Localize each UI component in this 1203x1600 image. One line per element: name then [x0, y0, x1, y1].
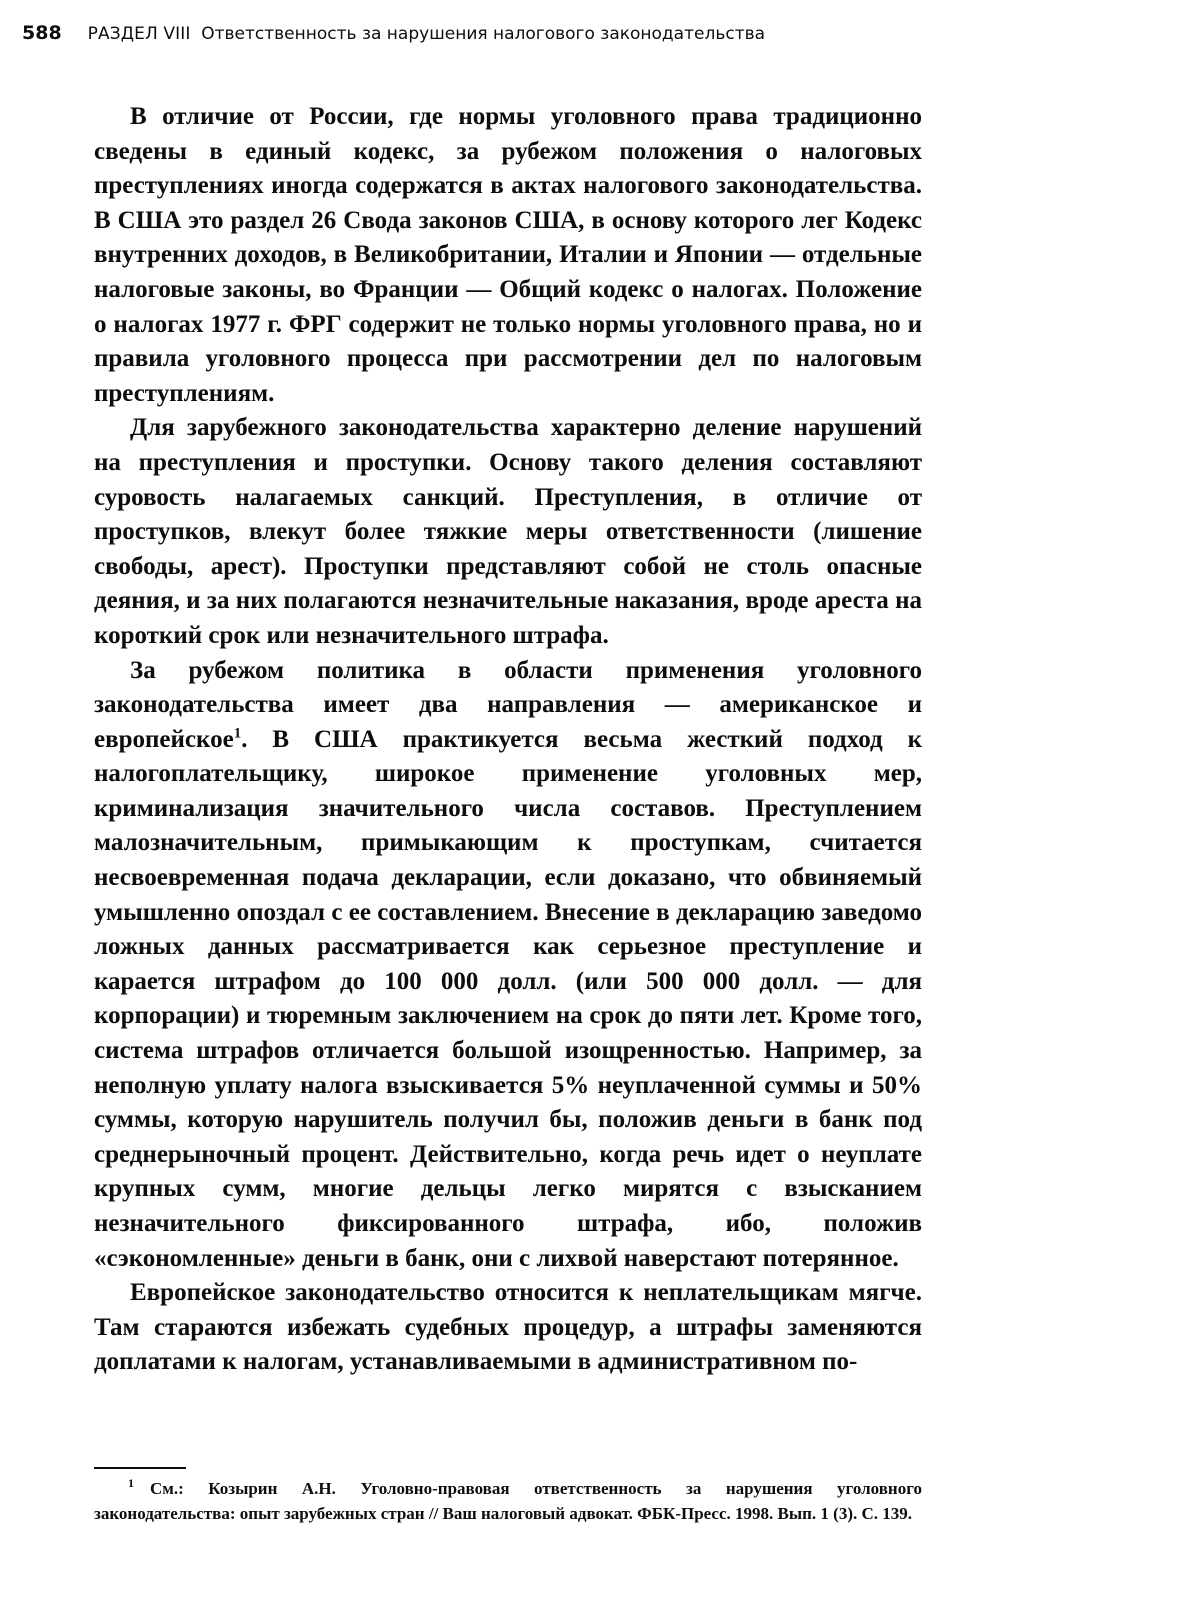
page-number: 588 [22, 22, 62, 44]
paragraph-3-text-start: За рубежом политика в области применения уголовного законодательства имеет два направления — американское и европейское [94, 656, 922, 753]
footnote-mark: 1 [128, 1476, 134, 1491]
paragraph-3-text-end: . В США практикуется весьма жесткий подход к налогоплательщику, широкое применение уголовных мер, криминализация значительного числа составов. Преступлением малозначительным, примыкающим к проступкам, считается несвоевременная подача декларации, если доказано, что обвиняемый умышленно опоздал с ее составлением. Внесение в декларацию заведомо ложных данных рассматривается как серьезное преступление и карается штрафом до 100 000 долл. (или 500 000 долл. — для корпорации) и тюремным заключением на срок до пяти лет. Кроме того, система штрафов отличается большой изощренностью. Например, за неполную уплату налога взыскивается 5% неуплаченной суммы и 50% суммы, которую нарушитель получил бы, положив деньги в банк под среднерыночный процент. Действительно, когда речь идет о неуплате крупных сумм, многие дельцы легко мирятся с взысканием незначительного фиксированного штрафа, ибо, положив «сэкономленные» деньги в банк, они с лихвой наверстают потерянное. [94, 725, 922, 1272]
paragraph-3 [94, 654, 922, 1277]
main-text [94, 100, 922, 1380]
running-header [22, 16, 1022, 50]
footnote [94, 1476, 922, 1526]
footnote-reference: 1 [233, 725, 242, 742]
header-section-title: Ответственность за нарушения налогового законодательства [201, 24, 766, 44]
paragraph-1: В отличие от России, где нормы уголовного права традиционно сведены в единый кодекс, за рубежом положения о налоговых преступлениях иногда содержатся в актах налогового законодательства. В США это раздел 26 Свода законов США, в основу которого лег Кодекс внутренних доходов, в Великобритании, Италии и Японии — отдельные налоговые законы, во Франции — Общий кодекс о налогах. Положение о налогах 1977 г. ФРГ содержит не только нормы уголовного права, но и правила уголовного процесса при рассмотрении дел по налоговым преступлениям. [94, 103, 922, 407]
paragraph-2: Для зарубежного законодательства характерно деление нарушений на преступления и проступки. Основу такого деления составляют суровость налагаемых санкций. Преступления, в отличие от проступков, влекут более тяжкие меры ответственности (лишение свободы, арест). Проступки представляют собой не столь опасные деяния, и за них полагаются незначительные наказания, вроде ареста на короткий срок или незначительного штрафа. [94, 414, 922, 649]
footnote-separator [94, 1467, 186, 1469]
paragraph-4: Европейское законодательство относится к неплательщикам мягче. Там стараются избежать судебных процедур, а штрафы заменяются доплатами к налогам, устанавливаемыми в административном по- [94, 1279, 922, 1376]
header-section-label: РАЗДЕЛ VIII [87, 24, 191, 44]
footnote-text: См.: Козырин А.Н. Уголовно-правовая ответственность за нарушения уголовного законодательства: опыт зарубежных стран // Ваш налоговый адвокат. ФБК-Пресс. 1998. Вып. 1 (3). С. 139. [94, 1479, 922, 1523]
